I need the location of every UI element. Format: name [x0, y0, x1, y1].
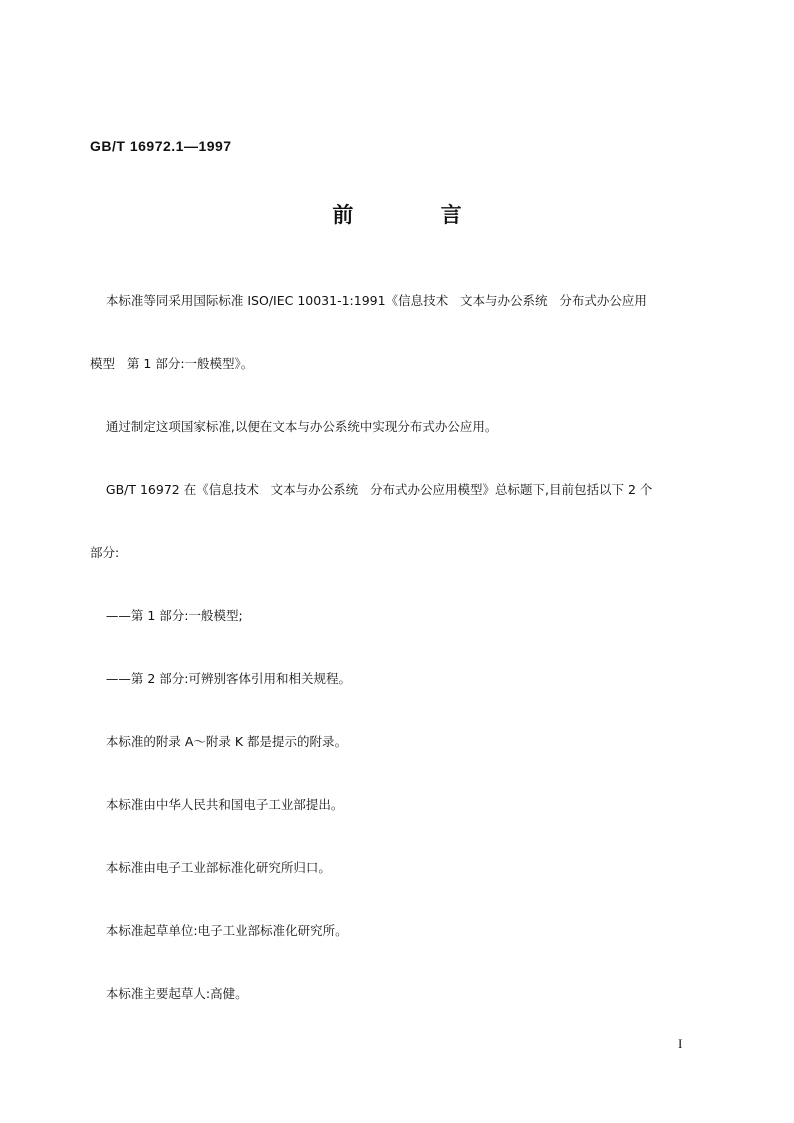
paragraph-line: GB/T 16972 在《信息技术 文本与办公系统 分布式办公应用模型》总标题下,目前包括以下 2 个 [90, 482, 653, 497]
foreword-body [90, 248, 710, 1025]
standard-code: GB/T 16972.1—1997 [90, 138, 232, 154]
paragraph-line: 模型 第 1 部分:一般模型》。 [90, 356, 254, 371]
paragraph-line: 本标准主要起草人:高健。 [90, 986, 248, 1001]
page-number: I [678, 1036, 683, 1051]
page-title: 前 言 [332, 203, 502, 227]
paragraph-line: 本标准由电子工业部标准化研究所归口。 [90, 860, 331, 875]
paragraph-line: 通过制定这项国家标准,以便在文本与办公系统中实现分布式办公应用。 [90, 419, 498, 434]
list-item: ——第 1 部分:一般模型; [90, 608, 243, 623]
paragraph-line: 本标准等同采用国际标准 ISO/IEC 10031-1:1991《信息技术 文本与办公系统 分布式办公应用 [90, 293, 647, 308]
list-item: ——第 2 部分:可辨别客体引用和相关规程。 [90, 671, 352, 686]
paragraph-line: 本标准起草单位:电子工业部标准化研究所。 [90, 923, 348, 938]
paragraph-line: 本标准的附录 A～附录 K 都是提示的附录。 [90, 734, 348, 749]
paragraph-line: 本标准由中华人民共和国电子工业部提出。 [90, 797, 344, 812]
paragraph-line: 部分: [90, 545, 120, 560]
